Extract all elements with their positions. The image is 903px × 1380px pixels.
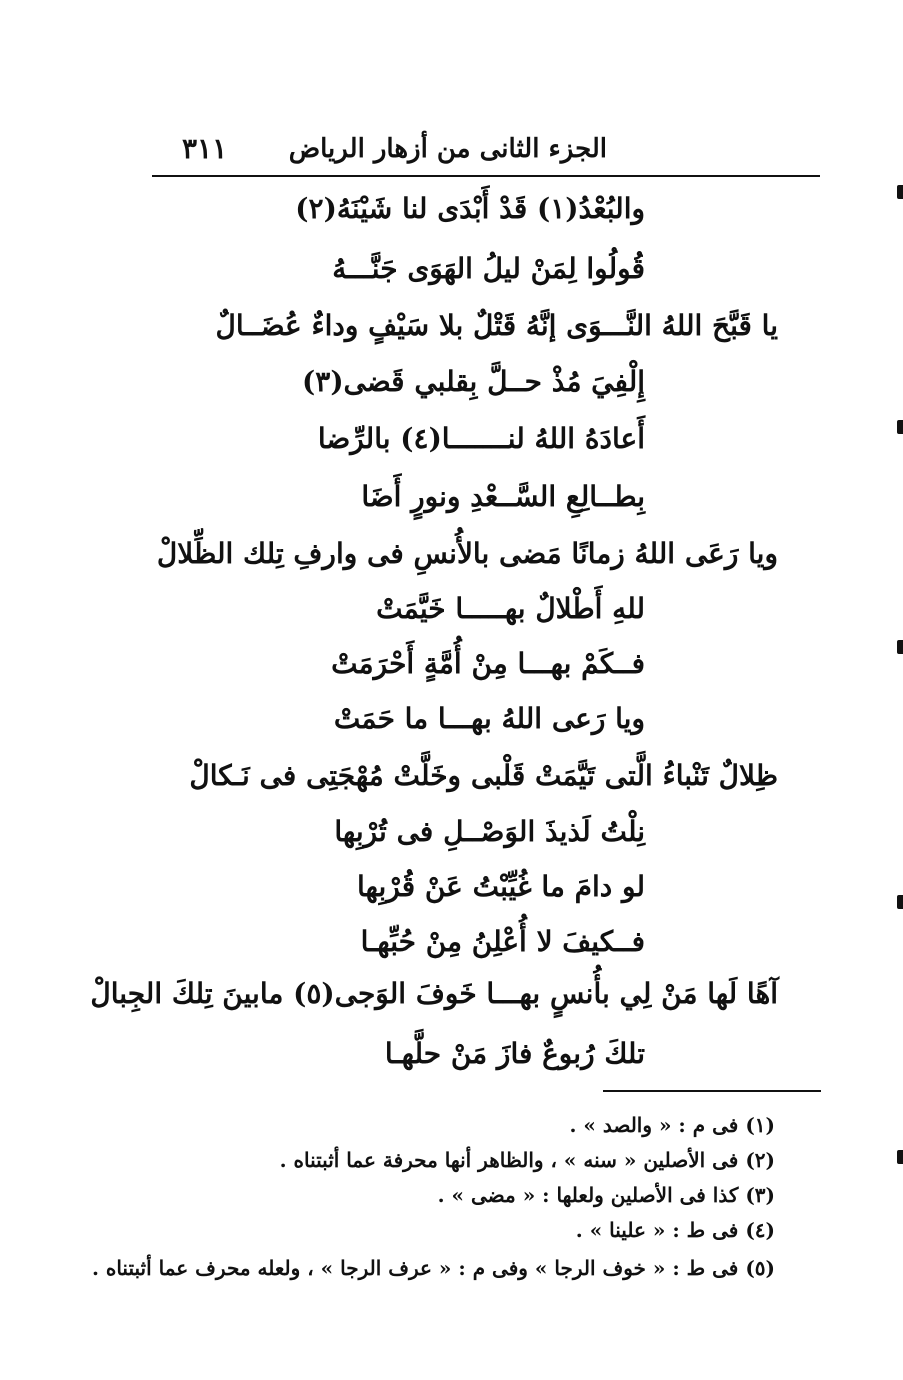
verse-line: نِلْتُ لَذيذَ الوَصْــلِ فى تُرْبِها	[334, 815, 645, 848]
verse-line: ويا رَعَى اللهُ زمانًا مَضى بالأُنسِ فى وارفِ تِلك الظِّلالْ	[156, 537, 778, 570]
footnote: (٤) فى ط : « علينا » .	[575, 1218, 775, 1242]
verse-line: لو دامَ ما غُيِّبْتُ عَنْ قُرْبِها	[357, 870, 645, 903]
footnote-rule	[603, 1090, 821, 1092]
binding-mark	[897, 420, 903, 434]
verse-line: ويا رَعى اللهُ بهـــا ما حَمَتْ	[333, 702, 645, 735]
verse-line: للهِ أَطْلالٌ بهـــــا خَيَّمَتْ	[376, 592, 645, 625]
verse-line: فــكَمْ بهـــا مِنْ أُمَّةٍ أَحْرَمَتْ	[331, 647, 645, 680]
verse-line: والبُعْدُ(١) قَدْ أَبْدَى لنا شَيْنَهُ(٢)	[295, 192, 645, 225]
footnote: (١) فى م : « والصد » .	[569, 1113, 775, 1137]
binding-mark	[897, 640, 903, 654]
verse-line: أَعادَهُ اللهُ لنـــــــا(٤) بالرِّضا	[317, 422, 645, 455]
binding-mark	[897, 185, 903, 199]
running-title: الجزء الثانى من أزهار الرياض	[288, 134, 607, 164]
verse-line: قُولُوا لِمَنْ ليلُ الهَوَى جَنَّـــهُ	[332, 252, 645, 285]
verse-line: بِطــالِعِ السَّــعْدِ ونورٍ أَضَا	[361, 480, 645, 513]
verse-line: يا قَبَّحَ اللهُ النَّـــوَى إنَّهُ قَتْلٌ بلا سَيْفٍ وداءٌ عُضَــالٌ	[215, 309, 778, 342]
footnote: (٥) فى ط : « خوف الرجا » وفى م : « عرف الرجا » ، ولعله محرف عما أثبتناه .	[91, 1256, 775, 1280]
running-header	[152, 130, 822, 174]
verse-line: تلكَ رُبوعٌ فازَ مَنْ حلَّهـا	[384, 1037, 645, 1070]
footnote: (٣) كذا فى الأصلين ولعلها : « مضى » .	[437, 1183, 775, 1207]
binding-mark	[897, 1150, 903, 1164]
verse-line: آهًا لَها مَنْ لِي بأُنسٍ بهـــا خَوفَ الوَجى(٥) مابينَ تِلكَ الجِبالْ	[90, 977, 778, 1010]
verse-line: ظِلالٌ تَنْباءُ الَّتى تَيَّمَتْ قَلْبى وخَلَّتْ مُهْجَتِى فى نَـكالْ	[189, 759, 778, 792]
page-number: ٣١١	[182, 132, 228, 165]
header-rule	[152, 175, 820, 177]
verse-line: فــكيفَ لا أُعْلِنُ مِنْ حُبِّهـا	[360, 925, 645, 958]
footnote: (٢) فى الأصلين « سنه » ، والظاهر أنها محرفة عما أثبتناه .	[279, 1148, 775, 1172]
binding-mark	[897, 895, 903, 909]
verse-line: إِلْفِيَ مُذْ حــلَّ بِقلبي قَضى(٣)	[302, 365, 645, 398]
